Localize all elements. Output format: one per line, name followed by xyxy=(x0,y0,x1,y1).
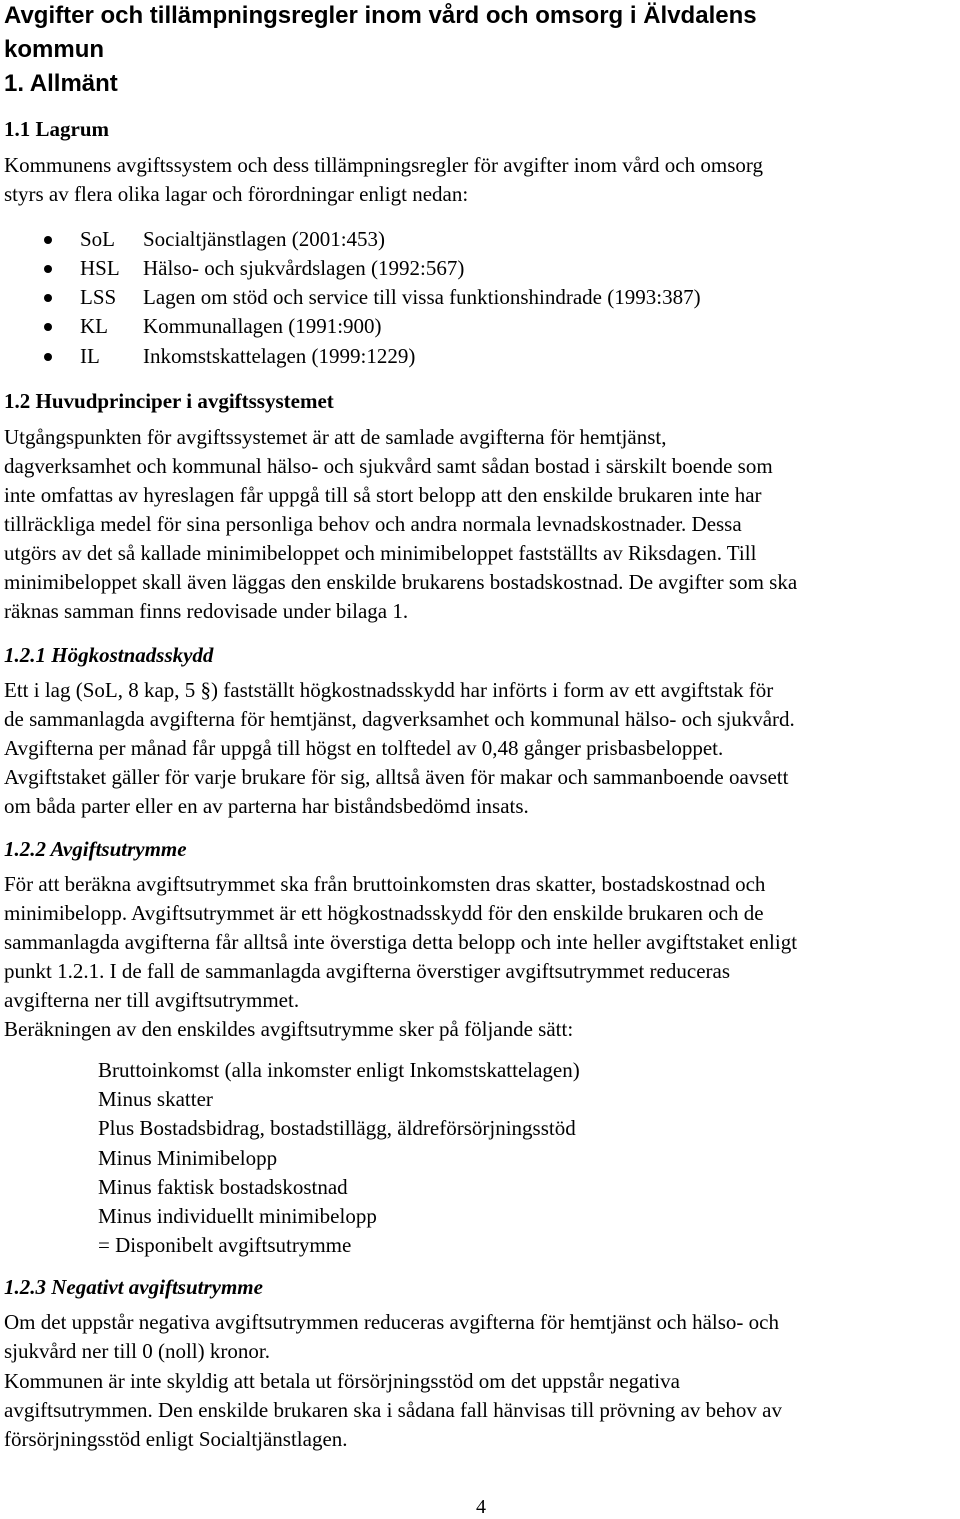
section-1-2-paragraph-line: Utgångspunkten för avgiftssystemet är att de samlade avgifterna för hemtjänst, xyxy=(4,425,667,449)
section-1-2-3-paragraph-line: avgiftsutrymmen. Den enskilde brukaren ska i sådana fall hänvisas till prövning av behov av xyxy=(4,1398,782,1422)
section-1-2-paragraph-line: räknas samman finns redovisade under bilaga 1. xyxy=(4,599,409,623)
section-1-heading: 1. Allmänt xyxy=(4,70,118,97)
section-1-2-2-heading: 1.2.2 Avgiftsutrymme xyxy=(4,837,187,861)
law-name: Hälso- och sjukvårdslagen (1992:567) xyxy=(143,256,465,280)
section-1-2-paragraph-line: minimibeloppet skall även läggas den enskilde brukarens bostadskostnad. De avgifter som ska xyxy=(4,570,798,594)
section-1-2-paragraph-line: tillräckliga medel för sina personliga behov och andra normala levnadskostnader. Dessa xyxy=(4,512,742,536)
section-1-2-1-paragraph-line: Avgiftstaket gäller för varje brukare för sig, alltså även för makar och sammanboende oavsett xyxy=(4,765,789,789)
section-1-2-1-paragraph-line: om båda parter eller en av parterna har biståndsbedömd insats. xyxy=(4,794,529,818)
section-1-1-paragraph-line: Kommunens avgiftssystem och dess tillämpningsregler för avgifter inom vård och omsorg xyxy=(4,153,763,177)
law-name: Lagen om stöd och service till vissa funktionshindrade (1993:387) xyxy=(143,285,701,309)
section-1-1-paragraph-line: styrs av flera olika lagar och förordningar enligt nedan: xyxy=(4,182,469,206)
section-1-1-heading: 1.1 Lagrum xyxy=(4,117,109,141)
section-1-2-3-paragraph-line: sjukvård ner till 0 (noll) kronor. xyxy=(4,1339,270,1363)
section-1-2-1-paragraph-line: Ett i lag (SoL, 8 kap, 5 §) fastställt högkostnadsskydd har införts i form av ett avgiftstak för xyxy=(4,678,774,702)
calculation-line: Minus faktisk bostadskostnad xyxy=(98,1175,348,1199)
section-1-2-3-paragraph-line: Kommunen är inte skyldig att betala ut försörjningsstöd om det uppstår negativa xyxy=(4,1369,680,1393)
document-title-line-2: kommun xyxy=(4,36,105,63)
law-abbreviation: LSS xyxy=(80,285,117,309)
section-1-2-2-paragraph-line: avgifterna ner till avgiftsutrymmet. xyxy=(4,988,300,1012)
section-1-2-2-paragraph-line: sammanlagda avgifterna får alltså inte överstiga detta belopp och inte heller avgiftstaket enligt xyxy=(4,930,798,954)
section-1-2-1-heading: 1.2.1 Högkostnadsskydd xyxy=(4,643,214,667)
bullet-icon xyxy=(44,353,52,361)
bullet-icon xyxy=(44,265,52,273)
law-abbreviation: IL xyxy=(80,344,100,368)
section-1-2-heading: 1.2 Huvudprinciper i avgiftssystemet xyxy=(4,389,334,413)
section-1-2-2-paragraph-line: Beräkningen av den enskildes avgiftsutrymme sker på följande sätt: xyxy=(4,1017,574,1041)
section-1-2-paragraph-line: utgörs av det så kallade minimibeloppet och minimibeloppet fastställts av Riksdagen. Till xyxy=(4,541,757,565)
section-1-2-3-heading: 1.2.3 Negativt avgiftsutrymme xyxy=(4,1275,263,1299)
calculation-line: Minus skatter xyxy=(98,1087,213,1111)
page-number: 4 xyxy=(476,1496,486,1518)
section-1-2-paragraph-line: inte omfattas av hyreslagen får uppgå till så stort belopp att den enskilde brukaren inte har xyxy=(4,483,762,507)
section-1-2-3-paragraph-line: försörjningsstöd enligt Socialtjänstlagen. xyxy=(4,1427,348,1451)
section-1-2-2-paragraph-line: För att beräkna avgiftsutrymmet ska från bruttoinkomsten dras skatter, bostadskostnad och xyxy=(4,872,766,896)
law-abbreviation: KL xyxy=(80,314,108,338)
bullet-icon xyxy=(44,294,52,302)
bullet-icon xyxy=(44,323,52,331)
calculation-line: Minus individuellt minimibelopp xyxy=(98,1204,377,1228)
calculation-result-line: = Disponibelt avgiftsutrymme xyxy=(98,1233,352,1257)
section-1-2-3-paragraph-line: Om det uppstår negativa avgiftsutrymmen reduceras avgifterna för hemtjänst och hälso- och xyxy=(4,1310,779,1334)
calculation-line: Plus Bostadsbidrag, bostadstillägg, äldreförsörjningsstöd xyxy=(98,1116,576,1140)
section-1-2-2-paragraph-line: punkt 1.2.1. I de fall de sammanlagda avgifterna överstiger avgiftsutrymmet reduceras xyxy=(4,959,730,983)
law-abbreviation: HSL xyxy=(80,256,120,280)
bullet-icon xyxy=(44,236,52,244)
section-1-2-2-paragraph-line: minimibelopp. Avgiftsutrymmet är ett högkostnadsskydd för den enskilde brukaren och de xyxy=(4,901,764,925)
section-1-2-paragraph-line: dagverksamhet och kommunal hälso- och sjukvård samt sådan bostad i särskilt boende som xyxy=(4,454,773,478)
calculation-line: Minus Minimibelopp xyxy=(98,1146,278,1170)
section-1-2-1-paragraph-line: Avgifterna per månad får uppgå till högst en tolftedel av 0,48 gånger prisbasbeloppet. xyxy=(4,736,724,760)
calculation-line: Bruttoinkomst (alla inkomster enligt Inkomstskattelagen) xyxy=(98,1058,580,1082)
document-title-line-1: Avgifter och tillämpningsregler inom vård och omsorg i Älvdalens xyxy=(4,2,757,29)
law-name: Kommunallagen (1991:900) xyxy=(143,314,382,338)
law-name: Inkomstskattelagen (1999:1229) xyxy=(143,344,416,368)
law-name: Socialtjänstlagen (2001:453) xyxy=(143,227,386,251)
section-1-2-1-paragraph-line: de sammanlagda avgifterna för hemtjänst, dagverksamhet och kommunal hälso- och sjukvård. xyxy=(4,707,795,731)
law-abbreviation: SoL xyxy=(80,227,116,251)
